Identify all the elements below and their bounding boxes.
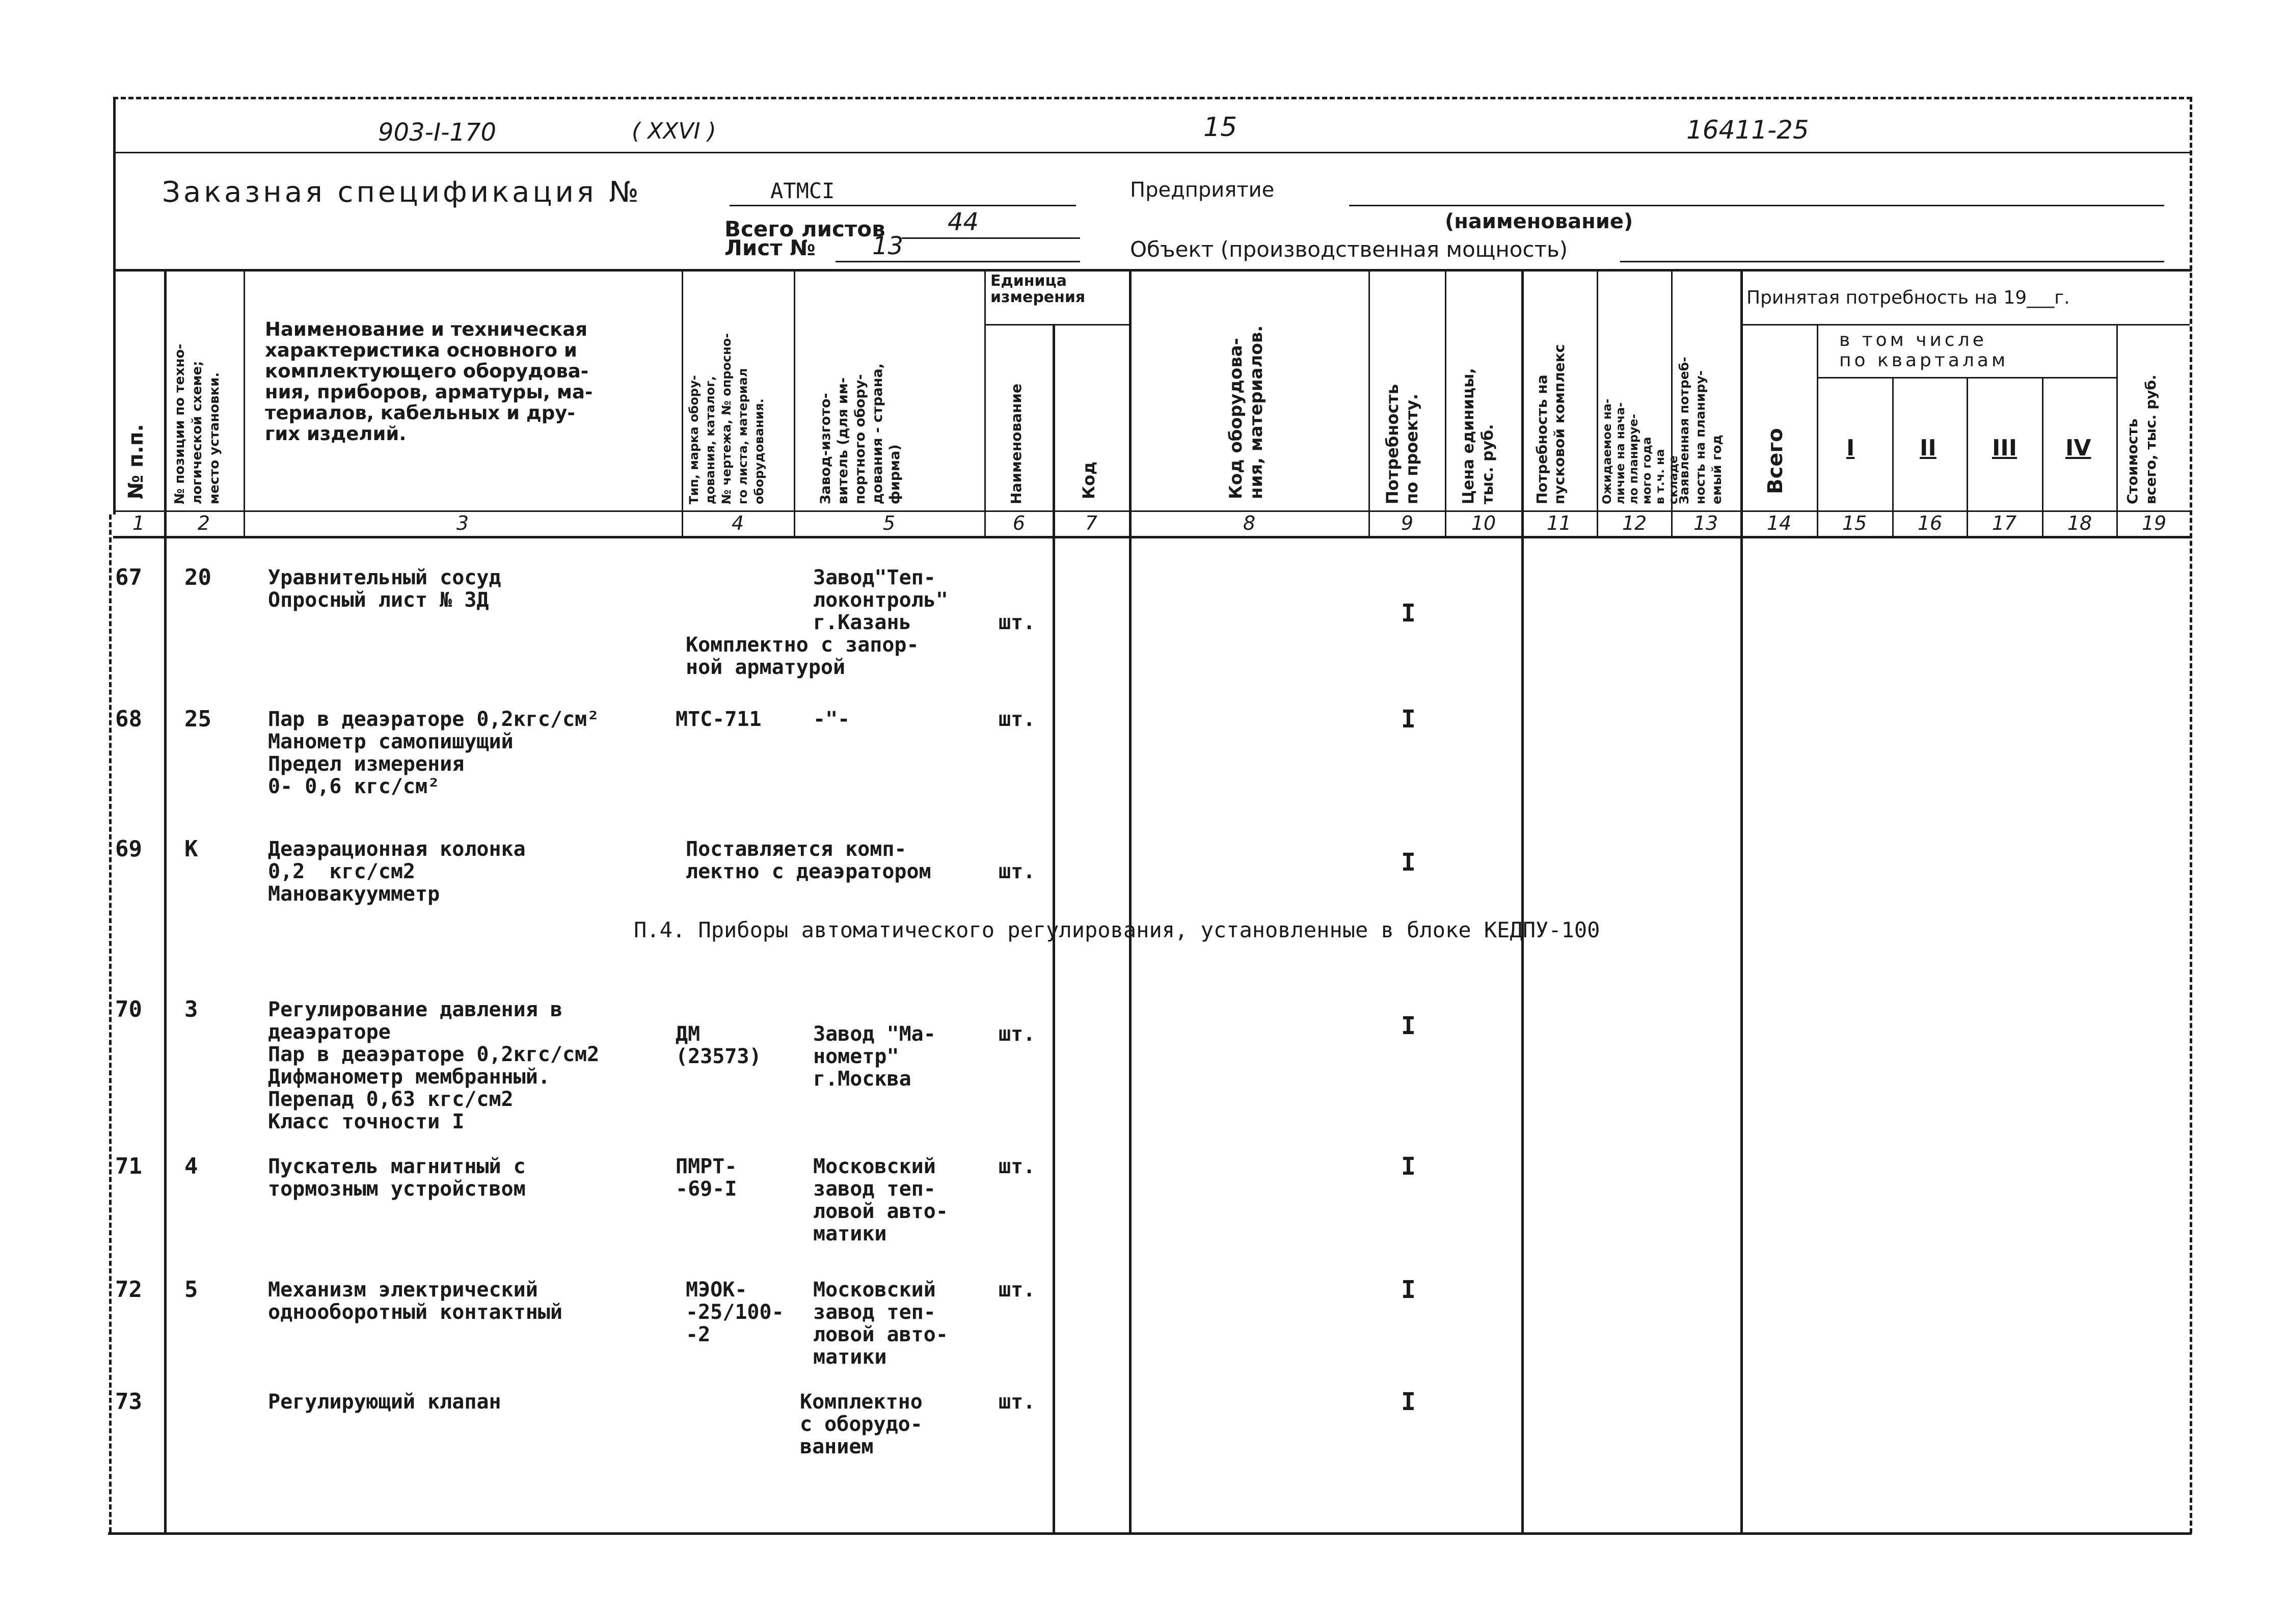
page-number: 15 (1203, 112, 1237, 143)
column-number-10: 10 (1471, 512, 1496, 534)
row-unit: шт. (999, 1155, 1036, 1178)
project-code: 903-I-170 (378, 118, 497, 147)
frame-top (113, 97, 2192, 99)
row-extra: Комплектно с запор- ной арматурой (686, 633, 919, 679)
col-line-10 (1521, 269, 1524, 1533)
row-number: 67 (115, 564, 142, 590)
colnum-top (113, 510, 2192, 512)
header-col19: Стоимость всего, тыс. руб. (2124, 374, 2159, 504)
spec-number: АТМСI (770, 178, 835, 203)
header-q3: III (1992, 435, 2017, 461)
column-number-15: 15 (1842, 512, 1867, 534)
header-col3: Наименование и техническая характеристика основного и комплектующего оборудова- ния, приборов, арматуры, ма- териалов, кабельных и дру- гих изделий. (265, 318, 593, 445)
row-unit: шт. (999, 708, 1036, 731)
row-maker: -"- (813, 708, 850, 731)
row-position: 4 (184, 1153, 198, 1179)
header-col11: Потребность на пусковой комплекс (1533, 344, 1568, 504)
header-col6: Наименование (1008, 384, 1025, 504)
row-unit: шт. (999, 611, 1036, 634)
frame-right (2190, 97, 2192, 1533)
row-number: 70 (115, 996, 142, 1022)
header-col8: Код оборудова- ния, материалов. (1226, 325, 1267, 499)
row-number: 72 (115, 1277, 142, 1303)
col-line-8 (1368, 269, 1370, 536)
header-quarters-title: в том числе по кварталам (1839, 330, 2009, 371)
header-col14: Всего (1764, 428, 1787, 494)
column-number-2: 2 (197, 512, 210, 534)
enterprise-underline (1349, 205, 2164, 206)
row-maker: Московский завод теп- ловой авто- матики (813, 1278, 948, 1369)
header-col10: Цена единицы, тыс. руб. (1460, 368, 1497, 504)
row-position: К (184, 836, 198, 862)
sheets-total-underline (902, 237, 1080, 239)
col-line-9 (1445, 269, 1446, 536)
row-type: МЭОК- -25/100- -2 (686, 1278, 784, 1346)
row-maker: Завод "Ма- нометр" г.Москва (813, 1022, 936, 1091)
row-name: Уравнительный сосуд Опросный лист № 3Д (268, 566, 501, 612)
column-number-3: 3 (456, 512, 469, 534)
row-name: Регулирование давления в деаэраторе Пар в деаэраторе 0,2кгс/см2 Дифманометр мембранный. Перепад 0,63 кгс/см2 Класс точности I (268, 998, 600, 1133)
column-number-7: 7 (1085, 512, 1098, 534)
header-q1: I (1846, 435, 1855, 461)
column-number-6: 6 (1012, 512, 1026, 534)
unit-group-divider (984, 324, 1131, 326)
row-qty: I (1401, 1012, 1416, 1040)
header-col9: Потребность по проекту. (1383, 384, 1421, 504)
frame-bottom (108, 1532, 2192, 1535)
row-unit: шт. (999, 1022, 1036, 1046)
row-name: Регулирующий клапан (268, 1390, 501, 1414)
row-maker: Завод"Теп- локонтроль" г.Казань (813, 566, 948, 634)
section-heading: П.4. Приборы автоматического регулирования, установленные в блоке КЕДПУ-100 (634, 917, 1600, 942)
row-number: 68 (115, 706, 142, 732)
column-number-19: 19 (2141, 512, 2167, 534)
header-accepted-title: Принятая потребность на 19___г. (1746, 287, 2070, 308)
column-number-14: 14 (1766, 512, 1792, 534)
row-name: Пар в деаэраторе 0,2кгс/см² Манометр самопишущий Предел измерения 0- 0,6 кгс/см² (268, 708, 600, 798)
row-number: 73 (115, 1389, 142, 1415)
doc-number: 16411-25 (1686, 115, 1809, 145)
col-line-1 (164, 269, 167, 1533)
frame-left-lower (109, 515, 112, 1532)
row-maker: Московский завод теп- ловой авто- матики (813, 1155, 948, 1246)
header-col1: № п.п. (124, 424, 148, 499)
header-col13: Заявленная потреб- ность на планиру- емый год (1677, 357, 1724, 504)
row-qty: I (1401, 1388, 1416, 1416)
frame-left (113, 97, 116, 515)
col-line-3 (682, 269, 683, 536)
row-qty: I (1401, 599, 1416, 628)
row-qty: I (1401, 1276, 1416, 1304)
sheets-total: 44 (948, 208, 979, 236)
header-q4: IV (2065, 435, 2091, 461)
object-underline (1620, 261, 2164, 262)
row-qty: I (1401, 848, 1416, 877)
row-name: Деаэрационная колонка 0,2 кгс/см2 Мановакуумметр (268, 837, 526, 906)
column-number-18: 18 (2067, 512, 2092, 534)
column-number-8: 8 (1243, 512, 1256, 534)
row-qty: I (1401, 705, 1416, 734)
row-unit: шт. (999, 860, 1036, 883)
row-unit: шт. (999, 1278, 1036, 1302)
row-position: 3 (184, 996, 198, 1022)
row-type: ПМРТ- -69-I (676, 1155, 737, 1201)
column-number-16: 16 (1917, 512, 1943, 534)
column-number-5: 5 (882, 512, 896, 534)
col-line-15 (1892, 377, 1894, 536)
col-line-7 (1129, 269, 1132, 1533)
row-type: ДМ (23573) (676, 1022, 762, 1068)
row-type: Поставляется комп- лектно с деаэратором (686, 837, 931, 883)
column-number-9: 9 (1401, 512, 1414, 534)
colnum-bottom (113, 536, 2192, 538)
column-number-12: 12 (1622, 512, 1647, 534)
header-col7: Код (1079, 462, 1098, 499)
row-position: 25 (184, 706, 211, 732)
sheet-no: 13 (872, 232, 904, 260)
header-col2: № позиции по техно- логической схеме; место установки. (172, 343, 222, 504)
col-line-13 (1740, 269, 1743, 1533)
row-position: 20 (184, 564, 211, 590)
col-line-5 (984, 269, 986, 536)
column-number-4: 4 (731, 512, 744, 534)
sheets-total-label: Всего листов (724, 216, 885, 241)
col-line-18 (2116, 324, 2118, 536)
table-top (113, 269, 2192, 272)
column-number-1: 1 (132, 512, 145, 534)
col-line-2 (244, 269, 245, 536)
sheet-no-label: Лист № (724, 235, 816, 260)
header-col12: Ожидаемое на- личие на нача- ло планируе- мого года в т.ч. на складе (1601, 398, 1680, 504)
spec-title: Заказная спецификация № (162, 176, 642, 209)
col-line-17 (2042, 377, 2043, 536)
col-line-11 (1597, 269, 1598, 536)
accepted-title-divider (1741, 324, 2190, 326)
object-label: Объект (производственная мощность) (1130, 237, 1568, 262)
row-name: Пускатель магнитный с тормозным устройством (268, 1155, 526, 1201)
header-col5: Завод-изгото- витель (для им- портного обору- дования - страна, фирма) (818, 363, 903, 504)
row-position: 5 (184, 1277, 198, 1303)
sheet-no-underline (836, 261, 1080, 262)
col-line-14 (1817, 324, 1818, 536)
column-number-11: 11 (1546, 512, 1572, 534)
row-number: 69 (115, 836, 142, 862)
naimenovanie-label: (наименование) (1445, 210, 1633, 233)
column-number-13: 13 (1693, 512, 1718, 534)
row-maker: Комплектно с оборудо- ванием (800, 1390, 923, 1458)
column-number-17: 17 (1992, 512, 2017, 534)
enterprise-label: Предприятие (1130, 178, 1275, 202)
row-qty: I (1401, 1152, 1416, 1181)
row-type: МТС-711 (676, 708, 762, 731)
col-line-4 (794, 269, 795, 536)
header-col4: Тип, марка обору- дования, каталог, № чертежа, № опросно- го листа, материал оборудования. (687, 333, 766, 504)
col-line-16 (1967, 377, 1968, 536)
row-name: Механизм электрический однооборотный контактный (268, 1278, 562, 1324)
row-number: 71 (115, 1153, 142, 1179)
header-q2: II (1920, 435, 1936, 461)
album-label: ( XXVI ) (632, 118, 716, 144)
header-unit-group: Единица измерения (990, 272, 1086, 306)
row-unit: шт. (999, 1390, 1036, 1414)
frame-top-strip-bottom (113, 152, 2192, 153)
spec-number-underline (730, 205, 1076, 206)
